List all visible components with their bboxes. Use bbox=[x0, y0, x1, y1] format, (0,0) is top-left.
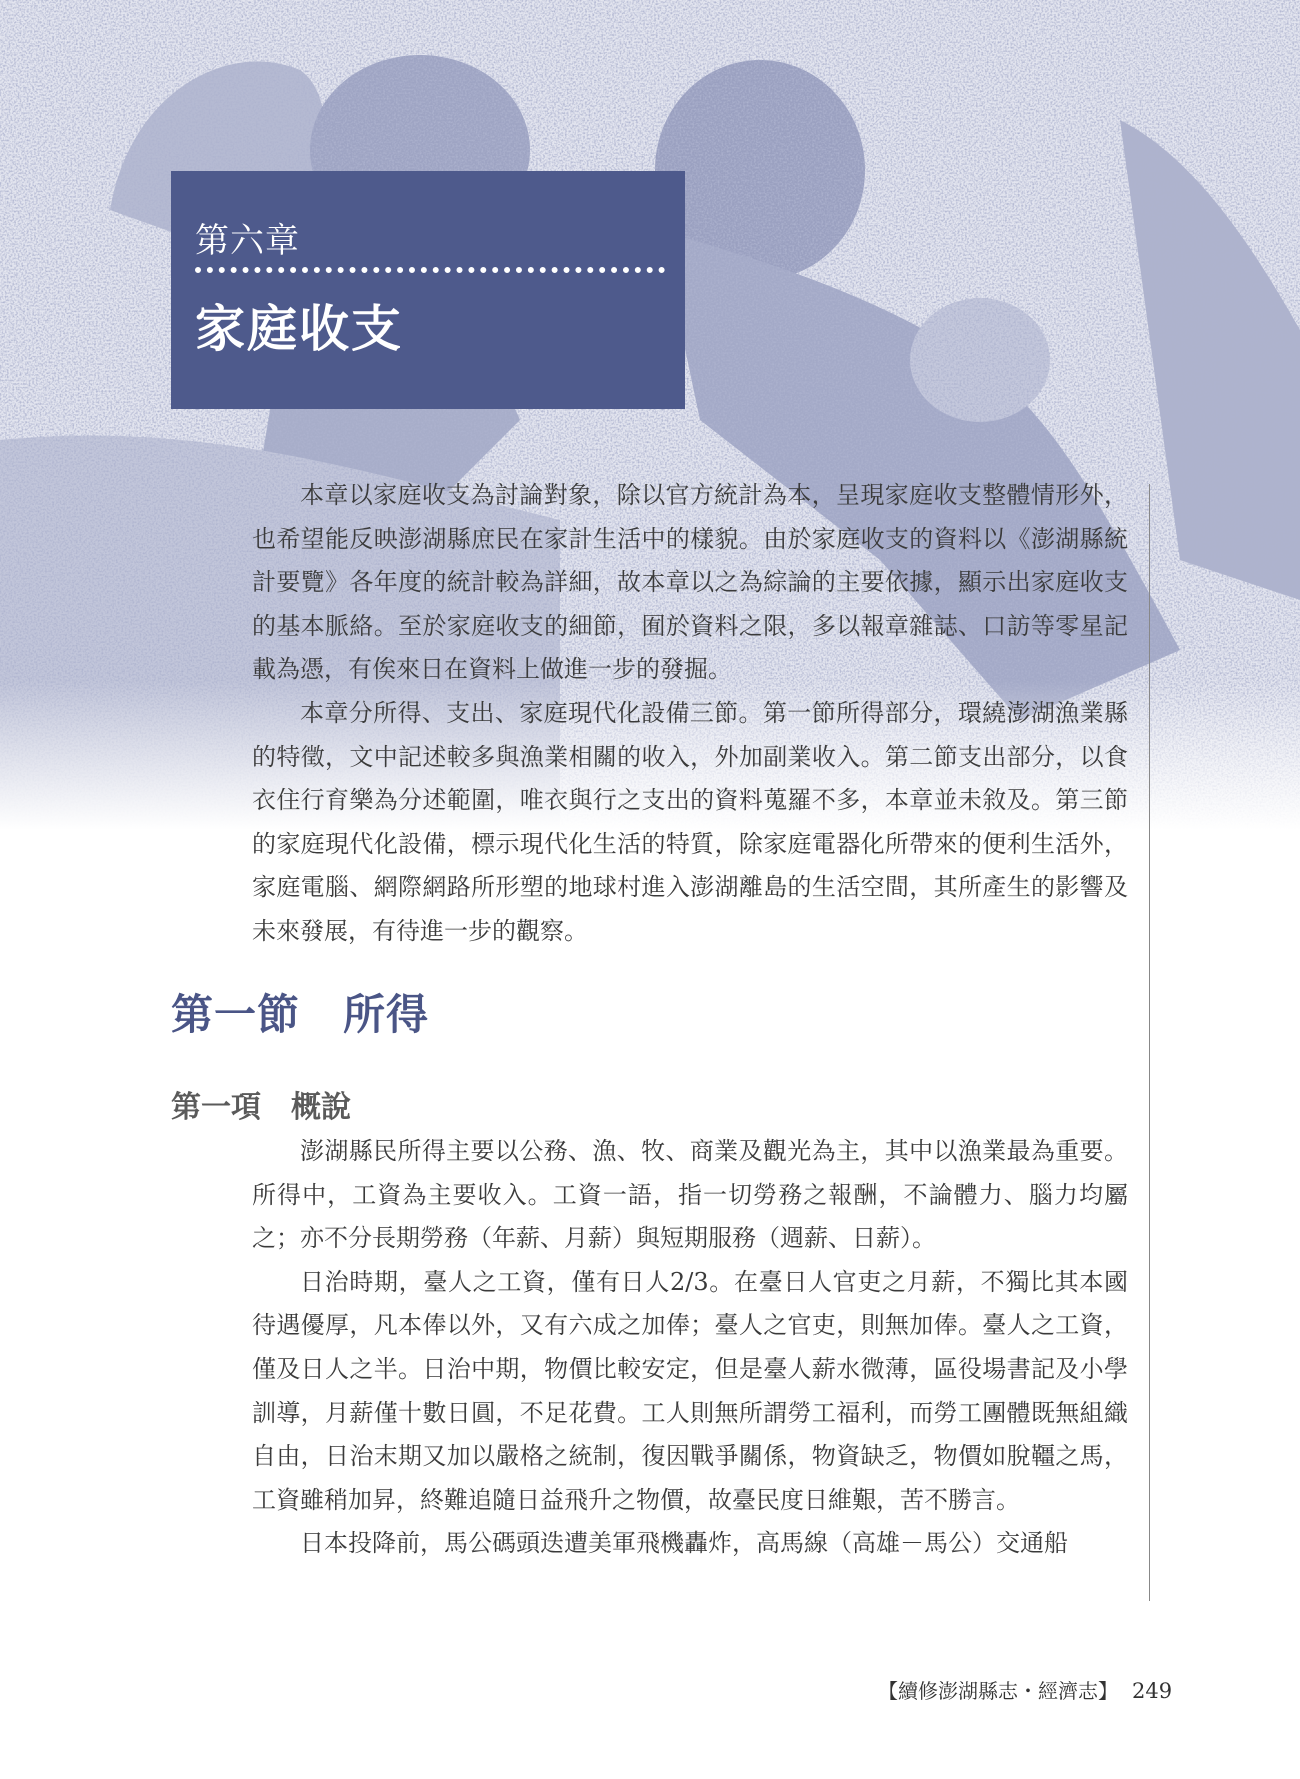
intro-paragraph: 本章分所得、支出、家庭現代化設備三節。第一節所得部分，環繞澎湖漁業縣的特徵，文中記述較多與漁業相關的收入，外加副業收入。第二節支出部分，以食衣住行育樂為分述範圍，唯衣與行之支出的資料蒐羅不多，本章並未敘及。第三節的家庭現代化設備，標示現代化生活的特質，除家庭電器化所帶來的便利生活外，家庭電腦、網際網路所形塑的地球村進入澎湖離島的生活空間，其所產生的影響及未來發展，有待進一步的觀察。 bbox=[252, 698, 1128, 945]
item-title: 第一項 概說 bbox=[171, 1090, 351, 1125]
body-paragraph: 日治時期，臺人之工資，僅有日人2/3。在臺日人官吏之月薪，不獨比其本國待遇優厚，凡本俸以外，又有六成之加俸；臺人之官吏，則無加俸。臺人之工資，僅及日人之半。日治中期，物價比較安定，但是臺人薪水微薄，區役場書記及小學訓導，月薪僅十數日圓，不足花費。工人則無所謂勞工福利，而勞工團體既無組織自由，日治末期又加以嚴格之統制，復因戰爭關係，物資缺乏，物價如脫韁之馬，工資雖稍加昇，終難追隨日益飛升之物價，故臺民度日維艱，苦不勝言。 bbox=[252, 1267, 1128, 1514]
intro-paragraph: 本章以家庭收支為討論對象，除以官方統計為本，呈現家庭收支整體情形外，也希望能反映澎湖縣庶民在家計生活中的樣貌。由於家庭收支的資料以《澎湖縣統計要覽》各年度的統計較為詳細，故本章以之為綜論的主要依據，顯示出家庭收支的基本脈絡。至於家庭收支的細節，囿於資料之限，多以報章雜誌、口訪等零星記載為憑，有俟來日在資料上做進一步的發掘。 bbox=[252, 481, 1128, 684]
page-footer bbox=[878, 1675, 1172, 1704]
chapter-header-box bbox=[171, 171, 685, 409]
chapter-title: 家庭收支 bbox=[195, 299, 403, 358]
chapter-intro bbox=[252, 474, 1128, 954]
chapter-divider bbox=[195, 267, 665, 273]
section-title: 第一節 所得 bbox=[171, 990, 430, 1039]
page-number: 249 bbox=[1132, 1679, 1173, 1703]
body-paragraph: 日本投降前，馬公碼頭迭遭美軍飛機轟炸，高馬線（高雄－馬公）交通船 bbox=[300, 1529, 1068, 1558]
section-body bbox=[252, 1130, 1128, 1566]
footer-book-title: 【續修澎湖縣志・經濟志】 bbox=[878, 1679, 1118, 1703]
chapter-number: 第六章 bbox=[195, 221, 300, 261]
margin-rule bbox=[1149, 484, 1150, 1601]
body-paragraph: 澎湖縣民所得主要以公務、漁、牧、商業及觀光為主，其中以漁業最為重要。所得中，工資為主要收入。工資一語，指一切勞務之報酬，不論體力、腦力均屬之；亦不分長期勞務（年薪、月薪）與短期服務（週薪、日薪）。 bbox=[252, 1137, 1128, 1253]
